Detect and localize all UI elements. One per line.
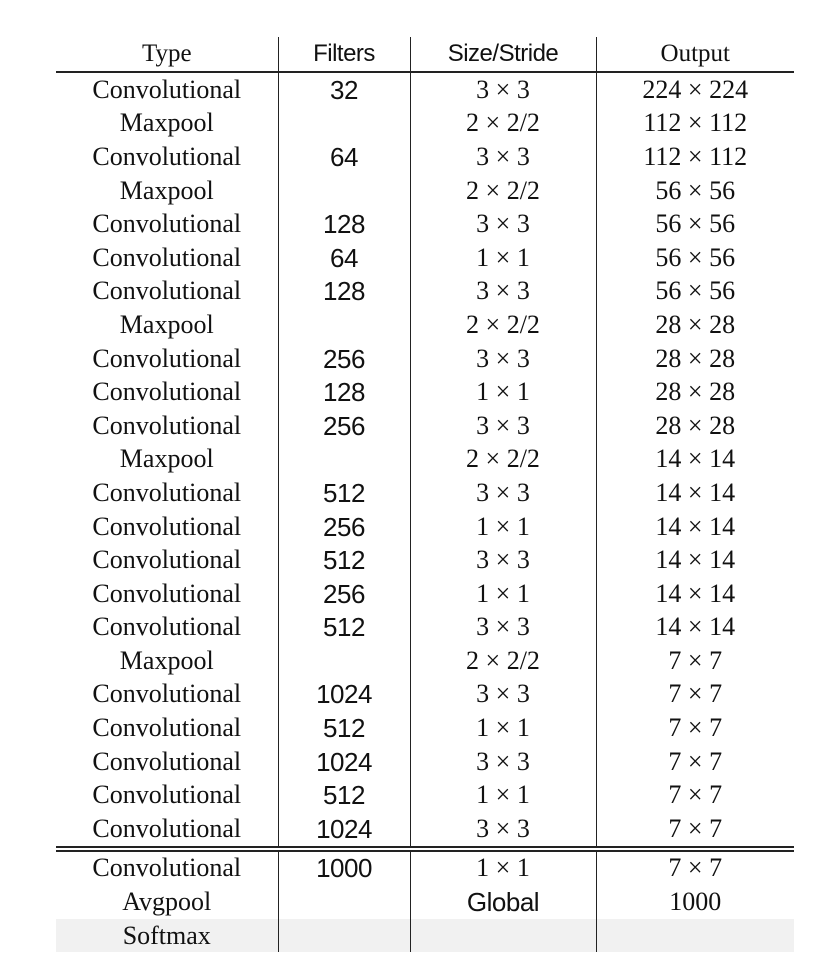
cell-filters: 512 (278, 611, 410, 645)
cell-output: 7 × 7 (668, 679, 723, 709)
cell-output: 7 × 7 (596, 849, 794, 886)
cell-output: 14 × 14 (655, 444, 736, 474)
table-row (56, 510, 794, 544)
cell-output: 56 × 56 (655, 209, 736, 239)
network-architecture-table (56, 37, 794, 952)
cell-size-stride: 1 × 1 (410, 849, 596, 886)
cell-size-stride: 1 × 1 (410, 778, 596, 812)
cell-size-stride: 3 × 3 (410, 476, 596, 510)
cell-size-stride: 3 × 3 (410, 275, 596, 309)
cell-size-stride (410, 919, 596, 953)
table-row (56, 174, 794, 208)
cell-filters: 1024 (278, 812, 410, 849)
cell-size-stride: 3 × 3 (410, 611, 596, 645)
table-row (56, 375, 794, 409)
table-row (56, 745, 794, 779)
cell-type: Maxpool (56, 174, 278, 208)
cell-output: 14 × 14 (655, 477, 736, 507)
cell-size-stride: 3 × 3 (410, 812, 596, 849)
cell-output: 56 × 56 (655, 276, 736, 306)
cell-output: 28 × 28 (655, 309, 736, 339)
table-body-final-layers (56, 849, 794, 953)
cell-filters (278, 107, 410, 141)
cell-type: Convolutional (56, 778, 278, 812)
cell-filters: 1000 (278, 849, 410, 886)
cell-output: 1000 (669, 887, 722, 917)
cell-type: Convolutional (56, 812, 278, 849)
cell-output: 56 × 56 (655, 175, 736, 205)
cell-filters: 512 (278, 711, 410, 745)
table-row (56, 241, 794, 275)
cell-type: Convolutional (56, 476, 278, 510)
table-row (56, 275, 794, 309)
cell-size-stride: 2 × 2/2 (410, 443, 596, 477)
cell-output: 7 × 7 (668, 780, 723, 810)
cell-filters: 1024 (278, 678, 410, 712)
cell-size-stride: 3 × 3 (410, 409, 596, 443)
cell-type: Convolutional (56, 711, 278, 745)
cell-type: Maxpool (56, 443, 278, 477)
cell-output: 14 × 14 (655, 545, 736, 575)
cell-output: 112 × 112 (643, 141, 748, 171)
table-row (56, 611, 794, 645)
cell-filters: 512 (278, 778, 410, 812)
cell-size-stride: 1 × 1 (410, 510, 596, 544)
cell-filters: 128 (278, 207, 410, 241)
cell-type: Convolutional (56, 745, 278, 779)
cell-size-stride: 3 × 3 (410, 543, 596, 577)
cell-type: Convolutional (56, 510, 278, 544)
cell-type: Convolutional (56, 409, 278, 443)
cell-output: 224 × 224 (642, 74, 749, 104)
cell-filters: 256 (278, 510, 410, 544)
cell-output (596, 919, 794, 953)
cell-filters (278, 308, 410, 342)
table-row (56, 409, 794, 443)
cell-type: Convolutional (56, 375, 278, 409)
cell-type: Maxpool (56, 644, 278, 678)
cell-filters: 256 (278, 577, 410, 611)
table-row (56, 711, 794, 745)
table-row (56, 207, 794, 241)
cell-filters: 1024 (278, 745, 410, 779)
cell-output: 7 × 7 (668, 746, 723, 776)
table-row (56, 107, 794, 141)
cell-output: 14 × 14 (655, 511, 736, 541)
cell-size-stride: 3 × 3 (410, 342, 596, 376)
cell-type: Convolutional (56, 275, 278, 309)
table-row (56, 72, 794, 107)
cell-size-stride: 3 × 3 (410, 207, 596, 241)
cell-type: Convolutional (56, 577, 278, 611)
cell-size-stride: 3 × 3 (410, 72, 596, 107)
cell-filters: 512 (278, 543, 410, 577)
cell-type: Convolutional (56, 241, 278, 275)
cell-size-stride: Global (410, 885, 596, 919)
header-output: Output (660, 40, 730, 67)
cell-output: 7 × 7 (668, 713, 723, 743)
table-row (56, 140, 794, 174)
cell-type: Convolutional (56, 611, 278, 645)
table-row (56, 342, 794, 376)
cell-filters (278, 174, 410, 208)
table-row (56, 308, 794, 342)
cell-filters (278, 885, 410, 919)
table-row (56, 543, 794, 577)
cell-type: Convolutional (56, 678, 278, 712)
cell-output: 28 × 28 (655, 377, 736, 407)
header-type: Type (56, 37, 278, 72)
cell-size-stride: 3 × 3 (410, 745, 596, 779)
table-row (56, 812, 794, 849)
table-body (56, 72, 794, 849)
cell-type: Avgpool (56, 885, 278, 919)
cell-type: Maxpool (56, 107, 278, 141)
cell-filters: 512 (278, 476, 410, 510)
cell-filters: 256 (278, 409, 410, 443)
cell-filters: 128 (278, 275, 410, 309)
cell-size-stride: 2 × 2/2 (410, 174, 596, 208)
table-row (56, 443, 794, 477)
cell-size-stride: 1 × 1 (410, 375, 596, 409)
cell-type: Convolutional (56, 207, 278, 241)
cell-output: 112 × 112 (643, 108, 748, 138)
cell-type: Maxpool (56, 308, 278, 342)
cell-type: Convolutional (56, 72, 278, 107)
cell-size-stride: 1 × 1 (410, 241, 596, 275)
cell-size-stride: 1 × 1 (410, 577, 596, 611)
cell-size-stride: 1 × 1 (410, 711, 596, 745)
cell-size-stride: 2 × 2/2 (410, 308, 596, 342)
header-filters: Filters (278, 37, 410, 72)
table-row (56, 644, 794, 678)
table-row (56, 778, 794, 812)
table-row (56, 476, 794, 510)
cell-filters: 64 (278, 140, 410, 174)
table-row (56, 678, 794, 712)
cell-filters: 64 (278, 241, 410, 275)
cell-size-stride: 2 × 2/2 (410, 107, 596, 141)
cell-filters (278, 443, 410, 477)
cell-output: 7 × 7 (668, 813, 723, 843)
cell-filters (278, 919, 410, 953)
cell-type: Convolutional (56, 849, 278, 886)
cell-filters: 128 (278, 375, 410, 409)
table-row (56, 577, 794, 611)
table-row (56, 919, 794, 953)
cell-type: Convolutional (56, 342, 278, 376)
cell-output: 14 × 14 (655, 612, 736, 642)
cell-type: Convolutional (56, 543, 278, 577)
cell-output: 14 × 14 (655, 578, 736, 608)
cell-filters: 256 (278, 342, 410, 376)
cell-filters: 32 (278, 72, 410, 107)
cell-size-stride: 2 × 2/2 (410, 644, 596, 678)
header-row (56, 37, 794, 72)
cell-output: 28 × 28 (655, 410, 736, 440)
cell-output: 7 × 7 (668, 645, 723, 675)
table-row (56, 885, 794, 919)
cell-filters (278, 644, 410, 678)
cell-type: Convolutional (56, 140, 278, 174)
cell-output: 28 × 28 (655, 343, 736, 373)
table-header (56, 37, 794, 72)
table-row (56, 849, 794, 886)
cell-type: Softmax (56, 919, 278, 953)
cell-size-stride: 3 × 3 (410, 140, 596, 174)
cell-size-stride: 3 × 3 (410, 678, 596, 712)
header-size-stride: Size/Stride (410, 37, 596, 72)
cell-output: 56 × 56 (655, 242, 736, 272)
